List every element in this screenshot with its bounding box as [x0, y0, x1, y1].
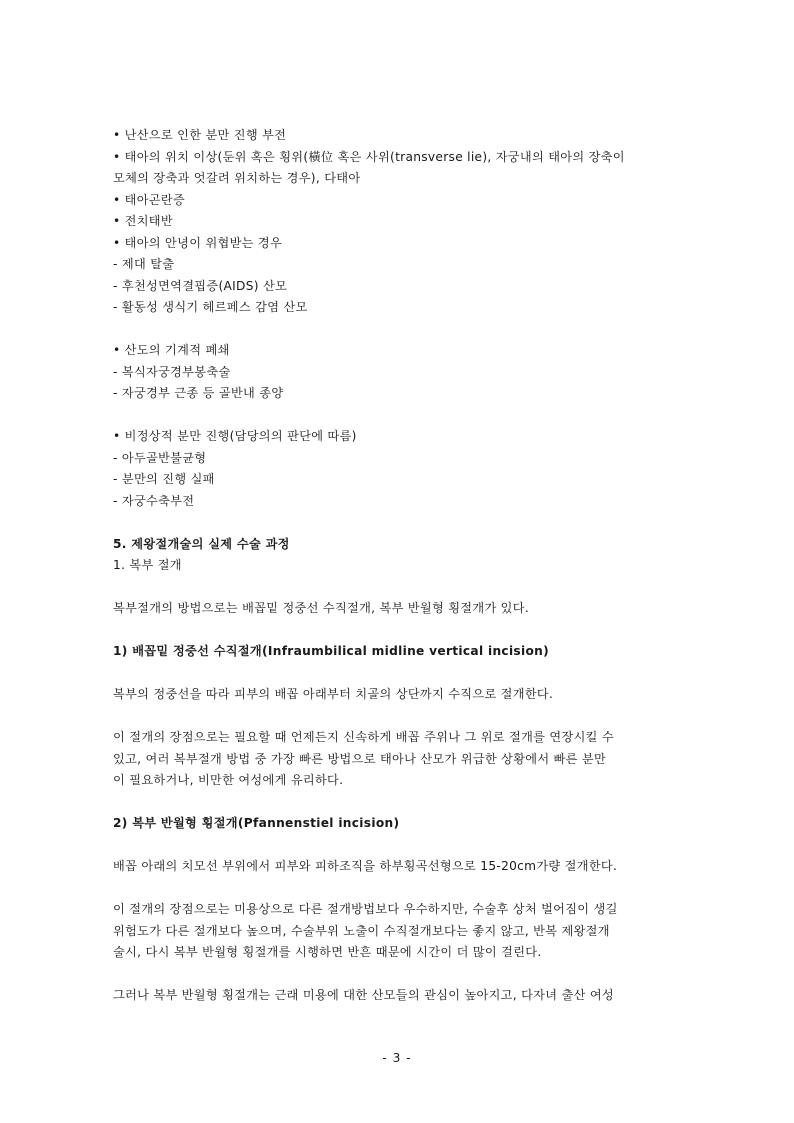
- text-line: - 자궁수축부전: [113, 493, 195, 508]
- paragraph-gap: [113, 706, 683, 728]
- text-line: 위험도가 다른 절개보다 높으며, 수술부위 노출이 수직절개보다는 좋지 않고, 반복 제왕절개: [113, 923, 610, 938]
- paragraph-gap: [113, 405, 683, 427]
- text-line: 그러나 복부 반월형 횡절개는 근래 미용에 대한 산모들의 관심이 높아지고, 다자녀 출산 여성: [113, 988, 614, 1002]
- paragraph-gap: [113, 663, 683, 685]
- text-line: 이 필요하거나, 비만한 여성에게 유리하다.: [113, 773, 344, 787]
- text-line: • 태아곤란증: [113, 192, 186, 207]
- section-heading: 1) 배꼽밑 정중선 수직절개(Infraumbilical midline vertical incision): [113, 644, 549, 658]
- text-line: • 전치태반: [113, 214, 173, 228]
- page-number: - 3 -: [382, 1051, 412, 1065]
- paragraph-gap: [113, 878, 683, 900]
- paragraph-gap: [113, 792, 683, 814]
- text-line: 1. 복부 절개: [113, 558, 182, 572]
- text-line: - 아두골반불균형: [113, 450, 207, 465]
- text-line: - 활동성 생식기 헤르페스 감염 산모: [113, 300, 308, 314]
- paragraph-gap: [113, 577, 683, 599]
- text-line: - 분만의 진행 실패: [113, 472, 215, 486]
- text-line: 배꼽 아래의 치모선 부위에서 피부와 피하조직을 하부횡곡선형으로 15-20cm가량 절개한다.: [113, 859, 618, 873]
- text-line: • 태아의 위치 이상(둔위 혹은 횡위(橫位 혹은 사위(transverse lie), 자궁내의 태아의 장축이: [113, 149, 625, 164]
- document-body: [113, 125, 683, 1007]
- paragraph-gap: [113, 620, 683, 642]
- text-line: 이 절개의 장점으로는 필요할 때 언제든지 신속하게 배꼽 주위나 그 위로 절개를 연장시킬 수: [113, 730, 614, 744]
- text-line: - 자궁경부 근종 등 골반내 종양: [113, 386, 284, 400]
- text-line: 모체의 장축과 엇갈려 위치하는 경우), 다태아: [113, 171, 361, 185]
- paragraph-gap: [113, 964, 683, 986]
- text-line: • 비정상적 분만 진행(담당의의 판단에 따름): [113, 429, 357, 443]
- section-heading: 5. 제왕절개술의 실제 수술 과정: [113, 536, 290, 551]
- text-line: - 후천성면역결핍증(AIDS) 산모: [113, 278, 288, 293]
- paragraph-gap: [113, 835, 683, 857]
- text-line: - 제대 탈출: [113, 257, 175, 271]
- text-line: • 산도의 기계적 폐쇄: [113, 343, 230, 357]
- text-line: 복부절개의 방법으로는 배꼽밑 정중선 수직절개, 복부 반월형 횡절개가 있다.: [113, 601, 530, 615]
- section-heading: 2) 복부 반월형 횡절개(Pfannenstiel incision): [113, 816, 400, 830]
- paragraph-gap: [113, 512, 683, 534]
- paragraph-gap: [113, 319, 683, 341]
- text-line: 복부의 정중선을 따라 피부의 배꼽 아래부터 치골의 상단까지 수직으로 절개한다.: [113, 687, 554, 701]
- text-line: • 태아의 안녕이 위협받는 경우: [113, 235, 283, 250]
- text-line: 이 절개의 장점으로는 미용상으로 다른 절개방법보다 우수하지만, 수술후 상처 벌어짐이 생길: [113, 902, 618, 916]
- text-line: 있고, 여러 복부절개 방법 중 가장 빠른 방법으로 태아나 산모가 위급한 상황에서 빠른 분만: [113, 751, 607, 766]
- text-line: - 복식자궁경부봉축술: [113, 364, 231, 379]
- text-line: • 난산으로 인한 분만 진행 부전: [113, 128, 287, 142]
- text-line: 술시, 다시 복부 반월형 횡절개를 시행하면 반흔 때문에 시간이 더 많이 걸린다.: [113, 945, 542, 959]
